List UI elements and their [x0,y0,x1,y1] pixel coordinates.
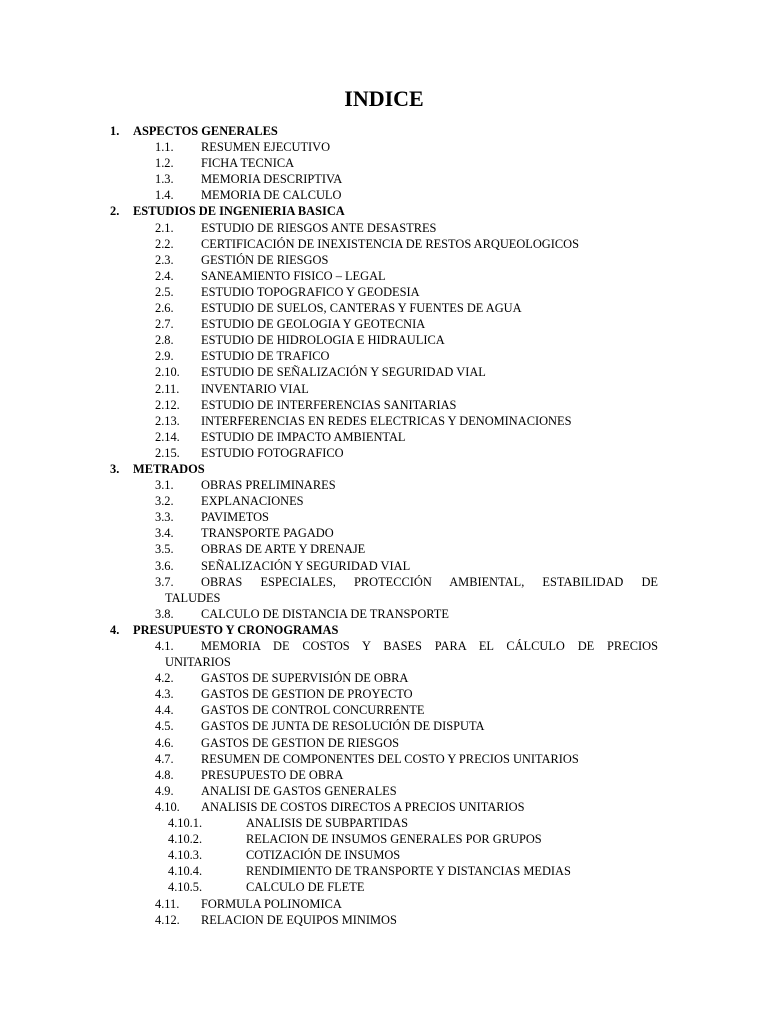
toc-entry-number: 4.8. [155,767,174,782]
toc-entry-number: 1.4. [155,188,174,203]
toc-entry-number: 2.9. [155,349,174,364]
toc-entry-title: ESTUDIO FOTOGRAFICO [201,445,344,460]
toc-entry-level-2 [0,381,768,397]
toc-entry-number: 1. [110,124,120,138]
toc-entry-number: 4.10.1. [168,816,203,831]
toc-entry-number: 4.10.5. [168,880,203,895]
toc-entry-title: ESTUDIO DE GEOLOGIA Y GEOTECNIA [201,317,426,332]
toc-entry-number: 4.12. [155,912,180,927]
toc-entry-level-2 [0,606,768,622]
toc-entry-level-2 [0,477,768,493]
toc-entry-number: 2.14. [155,429,180,444]
toc-entry-title: MEMORIA DE CALCULO [201,188,342,203]
toc-entry-level-2 [0,268,768,284]
toc-entry-title: FICHA TECNICA [201,156,295,171]
toc-entry-level-2 [0,509,768,525]
toc-entry-level-2 [0,525,768,541]
toc-entry-number: 2.7. [155,317,174,332]
toc-entry-number: 4.10. [155,799,180,814]
toc-entry-continuation [0,654,768,670]
toc-entry-title: CALCULO DE FLETE [246,880,365,895]
toc-entry-title: ANALISIS DE SUBPARTIDAS [246,816,408,831]
toc-entry-title: OBRAS ESPECIALES, PROTECCIÓN AMBIENTAL, ESTABILIDAD DE [201,574,658,589]
toc-entry-number: 2.15. [155,445,180,460]
toc-entry-title: CERTIFICACIÓN DE INEXISTENCIA DE RESTOS ARQUEOLOGICOS [201,236,579,251]
toc-entry-level-2 [0,751,768,767]
toc-entry-title: GASTOS DE GESTION DE PROYECTO [201,687,413,702]
toc-entry-level-2 [0,783,768,799]
toc-entry-title: RESUMEN EJECUTIVO [201,140,331,155]
toc-entry-level-2 [0,445,768,461]
toc-entry-level-2 [0,364,768,380]
toc-entry-title: ESTUDIOS DE INGENIERIA BASICA [133,204,345,219]
toc-entry-number: 3.4. [155,526,174,541]
toc-entry-level-2 [0,541,768,557]
toc-entry-number: 2.5. [155,284,174,299]
toc-entry-level-2 [0,252,768,268]
toc-entry-title: SEÑALIZACIÓN Y SEGURIDAD VIAL [201,558,411,573]
toc-entry-level-2 [0,284,768,300]
toc-entry-level-2 [0,574,768,590]
toc-entry-number: 4.3. [155,687,174,702]
toc-entry-number: 4.1. [155,639,174,653]
toc-entry-number: 2.13. [155,413,180,428]
toc-entry-level-2 [0,686,768,702]
toc-entry-number: 4.11. [155,896,180,911]
toc-entry-title: PRESUPUESTO Y CRONOGRAMAS [133,622,339,637]
toc-entry-title: GASTOS DE GESTION DE RIESGOS [201,735,400,750]
toc-entry-level-2 [0,300,768,316]
toc-entry-title: INVENTARIO VIAL [201,381,309,396]
toc-entry-title: ESTUDIO DE SUELOS, CANTERAS Y FUENTES DE AGUA [201,301,522,316]
toc-entry-level-2 [0,316,768,332]
toc-entry-title: METRADOS [133,461,205,476]
toc-entry-level-1 [0,461,768,477]
toc-entry-level-2 [0,155,768,171]
toc-entry-level-2 [0,767,768,783]
toc-entry-number: 2.8. [155,333,174,348]
toc-entry-level-2 [0,896,768,912]
toc-entry-level-2 [0,735,768,751]
toc-entry-title: ANALISI DE GASTOS GENERALES [201,783,397,798]
toc-entry-title: ESTUDIO DE RIESGOS ANTE DESASTRES [201,220,437,235]
toc-entry-level-2 [0,912,768,928]
toc-entry-title: RELACION DE EQUIPOS MINIMOS [201,912,397,927]
toc-entry-title: ASPECTOS GENERALES [133,124,278,138]
toc-entry-number: 4.6. [155,735,174,750]
toc-entry-level-2 [0,413,768,429]
toc-entry-number: 4.10.2. [168,832,203,847]
toc-entry-title: GASTOS DE SUPERVISIÓN DE OBRA [201,671,409,686]
toc-entry-level-1 [0,622,768,638]
toc-entry-number: 3.6. [155,558,174,573]
toc-entry-number: 4.5. [155,719,174,734]
toc-entry-number: 2.6. [155,301,174,316]
toc-entry-title: ESTUDIO DE HIDROLOGIA E HIDRAULICA [201,333,445,348]
table-of-contents [0,123,768,928]
toc-entry-number: 3.5. [155,542,174,557]
toc-entry-level-3 [0,847,768,863]
toc-entry-level-3 [0,879,768,895]
toc-entry-number: 4.4. [155,703,174,718]
toc-entry-level-3 [0,831,768,847]
toc-entry-level-2 [0,799,768,815]
toc-entry-number: 2.3. [155,252,174,267]
toc-entry-continuation [0,590,768,606]
toc-entry-number: 2.2. [155,236,174,251]
toc-entry-title: INTERFERENCIAS EN REDES ELECTRICAS Y DENOMINACIONES [201,413,572,428]
toc-entry-title: PRESUPUESTO DE OBRA [201,767,344,782]
toc-entry-title: OBRAS DE ARTE Y DRENAJE [201,542,366,557]
toc-entry-number: 3.3. [155,510,174,525]
toc-entry-title: TRANSPORTE PAGADO [201,526,334,541]
toc-entry-level-2 [0,638,768,654]
toc-entry-number: 2.11. [155,381,180,396]
toc-entry-number: 3.7. [155,574,174,589]
toc-entry-number: 1.2. [155,156,174,171]
toc-entry-number: 2.12. [155,397,180,412]
toc-entry-number: 4.7. [155,751,174,766]
toc-entry-level-2 [0,702,768,718]
toc-entry-number: 2. [110,204,120,219]
toc-entry-number: 2.4. [155,268,174,283]
toc-entry-title: GASTOS DE JUNTA DE RESOLUCIÓN DE DISPUTA [201,719,485,734]
toc-entry-number: 1.3. [155,172,174,187]
toc-entry-number: 4. [110,622,120,637]
toc-entry-level-2 [0,236,768,252]
toc-entry-title: UNITARIOS [165,655,231,670]
toc-entry-title: CALCULO DE DISTANCIA DE TRANSPORTE [201,606,449,621]
toc-entry-number: 4.2. [155,671,174,686]
toc-entry-title: ESTUDIO DE SEÑALIZACIÓN Y SEGURIDAD VIAL [201,365,486,380]
toc-entry-number: 3.8. [155,606,174,621]
toc-entry-title: RESUMEN DE COMPONENTES DEL COSTO Y PRECIOS UNITARIOS [201,751,579,766]
toc-entry-title: PAVIMETOS [201,510,269,525]
toc-entry-level-2 [0,348,768,364]
toc-entry-title: RELACION DE INSUMOS GENERALES POR GRUPOS [246,832,542,847]
toc-entry-level-2 [0,397,768,413]
toc-entry-level-2 [0,332,768,348]
toc-entry-level-2 [0,220,768,236]
toc-entry-number: 3.2. [155,494,174,509]
toc-entry-level-1 [0,203,768,219]
toc-entry-title: OBRAS PRELIMINARES [201,478,336,493]
toc-entry-title: ANALISIS DE COSTOS DIRECTOS A PRECIOS UNITARIOS [201,799,525,814]
toc-entry-level-2 [0,171,768,187]
toc-entry-level-1 [0,123,768,139]
toc-entry-level-2 [0,558,768,574]
toc-entry-title: ESTUDIO DE IMPACTO AMBIENTAL [201,429,406,444]
toc-entry-title: COTIZACIÓN DE INSUMOS [246,848,401,863]
toc-entry-number: 4.9. [155,783,174,798]
toc-entry-title: TALUDES [165,590,221,605]
toc-entry-title: GASTOS DE CONTROL CONCURRENTE [201,703,425,718]
toc-entry-level-3 [0,815,768,831]
toc-entry-title: ESTUDIO DE INTERFERENCIAS SANITARIAS [201,397,457,412]
toc-entry-number: 1.1. [155,140,174,155]
toc-entry-level-2 [0,718,768,734]
toc-entry-title: SANEAMIENTO FISICO – LEGAL [201,268,386,283]
toc-entry-title: FORMULA POLINOMICA [201,896,342,911]
toc-entry-number: 3. [110,461,120,476]
toc-entry-title: MEMORIA DESCRIPTIVA [201,172,343,187]
toc-entry-number: 4.10.3. [168,848,203,863]
toc-entry-title: GESTIÓN DE RIESGOS [201,252,329,267]
toc-entry-title: MEMORIA DE COSTOS Y BASES PARA EL CÁLCULO DE PRECIOS [201,639,658,653]
toc-entry-level-2 [0,139,768,155]
toc-entry-level-2 [0,429,768,445]
toc-entry-title: EXPLANACIONES [201,494,304,509]
page-title: INDICE [344,86,424,111]
toc-entry-level-2 [0,493,768,509]
toc-entry-title: ESTUDIO TOPOGRAFICO Y GEODESIA [201,284,420,299]
toc-entry-number: 2.10. [155,365,180,380]
toc-entry-level-2 [0,187,768,203]
toc-entry-number: 2.1. [155,220,174,235]
toc-entry-title: RENDIMIENTO DE TRANSPORTE Y DISTANCIAS MEDIAS [246,864,571,879]
toc-entry-level-2 [0,670,768,686]
toc-entry-title: ESTUDIO DE TRAFICO [201,349,330,364]
toc-entry-number: 3.1. [155,478,174,493]
toc-entry-level-3 [0,863,768,879]
toc-entry-number: 4.10.4. [168,864,203,879]
